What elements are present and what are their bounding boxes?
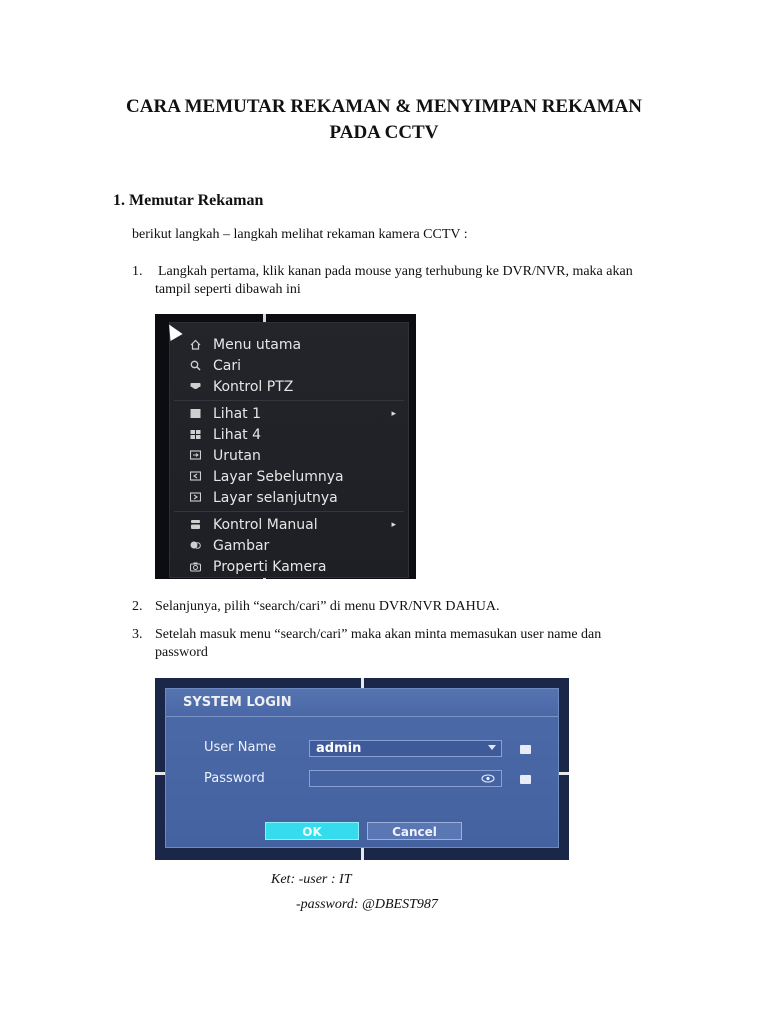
ok-button[interactable]: OK: [265, 822, 359, 840]
previous-screen-icon: [190, 471, 201, 482]
submenu-arrow-icon: ▸: [391, 409, 396, 419]
next-screen-icon: [190, 492, 201, 503]
system-login-screenshot: [155, 678, 569, 860]
keyboard-icon[interactable]: [520, 775, 531, 784]
camera-icon: [190, 561, 201, 572]
menu-item-label: Lihat 1: [213, 406, 261, 422]
context-menu: [169, 322, 409, 578]
menu-item-kontrol-manual[interactable]: [170, 515, 408, 535]
quad-view-icon: [190, 429, 201, 440]
menu-item-label: Layar Sebelumnya: [213, 469, 344, 485]
home-icon: [190, 339, 201, 350]
menu-item-lihat-4[interactable]: [170, 425, 408, 445]
step3-text-line1: Setelah masuk menu “search/cari” maka akan minta memasukan user name dan: [155, 627, 602, 642]
menu-item-cari[interactable]: [170, 356, 408, 376]
menu-item-layar-sebelumnya[interactable]: [170, 467, 408, 487]
step1-text-line1: Langkah pertama, klik kanan pada mouse yang terhubung ke DVR/NVR, maka akan: [158, 264, 633, 279]
manual-control-icon: [190, 519, 201, 530]
submenu-arrow-icon: ▸: [391, 520, 396, 530]
step3-text-line2: password: [155, 645, 208, 660]
search-icon: [190, 360, 201, 371]
login-dialog: [165, 688, 559, 848]
step1-text-line2: tampil seperti dibawah ini: [155, 282, 301, 297]
username-label: User Name: [204, 740, 277, 755]
intro-text: berikut langkah – langkah melihat rekaman kamera CCTV :: [132, 227, 468, 242]
menu-item-label: Cari: [213, 358, 241, 374]
menu-item-kontrol-ptz[interactable]: [170, 377, 408, 397]
menu-item-label: Kontrol Manual: [213, 517, 318, 533]
document-title-line1: CARA MEMUTAR REKAMAN & MENYIMPAN REKAMAN: [126, 96, 642, 117]
dialog-title: SYSTEM LOGIN: [166, 689, 558, 717]
menu-item-menu-utama[interactable]: [170, 335, 408, 355]
menu-item-gambar[interactable]: [170, 536, 408, 556]
step3-number: 3.: [132, 627, 143, 642]
note-password: -password: @DBEST987: [296, 897, 438, 912]
menu-separator: [174, 400, 404, 401]
dvr-menu-screenshot: [155, 314, 416, 579]
step2-text: Selanjunya, pilih “search/cari” di menu DVR/NVR DAHUA.: [155, 599, 500, 614]
show-password-eye-icon[interactable]: [481, 774, 495, 783]
menu-item-label: Gambar: [213, 538, 270, 554]
password-label: Password: [204, 771, 265, 786]
image-icon: [190, 540, 201, 551]
cancel-button[interactable]: Cancel: [367, 822, 462, 840]
step2-number: 2.: [132, 599, 143, 614]
note-user: Ket: -user : IT: [271, 872, 352, 887]
keyboard-icon[interactable]: [520, 745, 531, 754]
menu-item-label: Properti Kamera: [213, 559, 327, 575]
single-view-icon: [190, 408, 201, 419]
menu-item-layar-selanjutnya[interactable]: [170, 488, 408, 508]
dropdown-arrow-icon: [488, 745, 496, 750]
section-heading: 1. Memutar Rekaman: [113, 192, 264, 209]
menu-item-label: Layar selanjutnya: [213, 490, 338, 506]
menu-item-lihat-1[interactable]: [170, 404, 408, 424]
menu-item-label: Menu utama: [213, 337, 302, 353]
menu-item-label: Lihat 4: [213, 427, 261, 443]
username-select[interactable]: [309, 740, 502, 757]
menu-item-properti-kamera[interactable]: [170, 557, 408, 577]
sequence-icon: [190, 450, 201, 461]
menu-item-label: Kontrol PTZ: [213, 379, 294, 395]
step1-number: 1.: [132, 264, 143, 279]
username-value: admin: [316, 741, 362, 756]
menu-item-urutan[interactable]: [170, 446, 408, 466]
document-title-line2: PADA CCTV: [329, 122, 439, 143]
menu-item-label: Urutan: [213, 448, 261, 464]
menu-separator: [174, 511, 404, 512]
ptz-camera-icon: [190, 381, 201, 392]
password-input[interactable]: [309, 770, 502, 787]
